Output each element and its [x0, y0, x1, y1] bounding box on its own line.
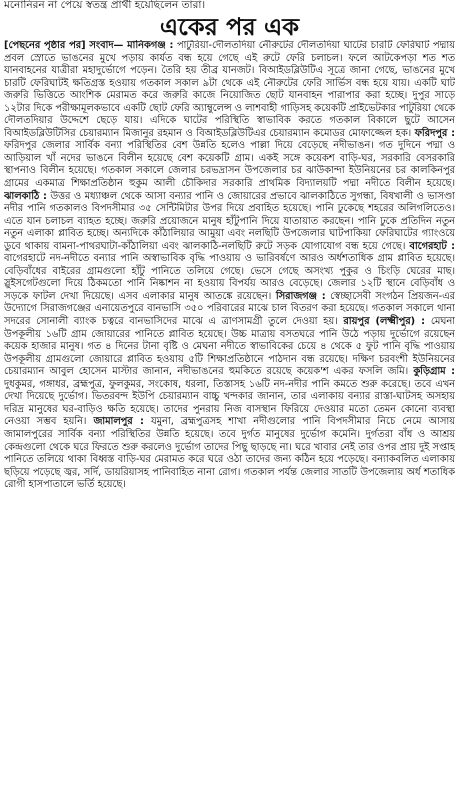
section-text: মেঘনা উপকূলীয় ১৬টি গ্রাম জোয়ারের পানিতে প্লাবিত হয়েছে। উচ্চ মাত্রায় বসতঘরে পানি উঠে পড়ায় দুর্ভোগে রয়েছেন কয়েক হাজার মানুষ। গত ৪ দিনের টানা বৃষ্টি ও মেঘনা নদীতে স্বাভাবিকের চেয়ে ৪ থেকে ৫ ফুট পানি বৃদ্ধি পাওয়ায় উপকূলীয় গ্রামগুলো জোয়ারে প্লাবিত হওয়ায় ৫টি শিক্ষাপ্রতিষ্ঠানে পাঠদান বন্ধ রয়েছে। দক্ষিণ চরবংশী ইউনিয়নের চেয়ারম্যান আবুল হোসেন মাস্টার জানান, নদীভাঙনের হুমকিতে রয়েছে কয়েক'শ একর ফসলি জমি।	[4, 316, 455, 378]
section-text: স্বেচ্ছাসেবী সংগঠন প্রিয়জন-এর উদ্যোগে সিরাজগঞ্জের এনায়েতপুরে বানভাসি ৩৫০ পরিবারের মাঝে চাল বিতরণ করা হয়েছে। গতকাল সকালে থানা সদরের সোনালী ব্যাংক চত্বরে বানভাসিদের মাঝে এ ত্রাণসামগ্রী তুলে দেওয়া হয়।	[4, 290, 455, 328]
section-label: বাগেরহাট :	[409, 240, 455, 252]
section-label: সিরাজগঞ্জ :	[275, 290, 326, 302]
section-label: জামালপুর :	[93, 416, 144, 428]
previous-article-last-line: মনোনিরন না পেয়ে স্বতন্ত্র প্রার্থী হয়েছিলেন তারা।	[4, 0, 206, 11]
lead-paragraph	[4, 40, 455, 492]
section-text: উত্তর ও মধ্যাঞ্চল থেকে আসা বন্যার পানি ও জোয়ারের প্রভাবে ঝালকাঠিতে সুগন্ধা, বিষখালী ও ভাসণ্ডা নদীর পানি গতকালও বিপদসীমার ৩৫ সেন্টিমিটার উপর দিয়ে প্রবাহিত হয়েছে। পানি ঢুকেছে শহরের অলিগলিতেও। এতে যান চলাচল ব্যাহত হচ্ছে। জরুরি প্রয়োজনে মানুষ হাঁটুপানি দিয়ে যাতায়াত করছেন। পানি ঢুকে প্রতিদিন নতুন নতুন এলাকা প্লাবিত হচ্ছে। অন্যদিকে কাঁঠালিয়ার আমুয়া এবং নলছিটি উপজেলার ঘাটপাকিয়া ফেরিঘাটের গ্যাংওয়ে ডুবে থাকায় বামনা-পাথরঘাটা-কাঁঠালিয়া এবং ঝালকাঠি-নলছিটি রুটে সড়ক যোগাযোগ বন্ধ হয়ে গেছে।	[4, 190, 455, 252]
section-label: রায়পুর (লক্ষ্মীপুর) :	[343, 316, 426, 328]
section-jhalokathi	[4, 191, 455, 252]
section-label: কুড়িগ্রাম :	[413, 366, 455, 378]
section-text: যমুনা, ব্রহ্মপুত্রসহ শাখা নদীগুলোর পানি বিপদসীমার নিচে নেমে আসায় জামালপুরের সার্বিক বন্যা পরিস্থিতির উন্নতি হয়েছে। তবে দুর্গত মানুষের দুর্ভোগ কমেনি। দুর্গতরা বাঁধ ও আশ্রয় কেন্দ্রগুলো থেকে ঘরে ফিরতে শুরু করলেও দুর্ভোগ তাদের পিছু ছাড়ছে না। ঘরে খাবার নেই তার ওপর প্রায় দুই সপ্তাহ পানিতে তলিয়ে থাকা বিধ্বস্ত বাড়ি-ঘর মেরামত করে ঘরে ওঠা তাদের জন্য কঠিন হয়ে পড়েছে। বন্যাকবলিত এলাকায় ছড়িয়ে পড়েছে জ্বর, সর্দি, ডায়রিয়াসহ পানিবাহিত নানা রোগ। গতকাল পর্যন্ত জেলার সাতটি উপজেলায় অর্ধ শতাধিক রোগী হাসপাতালে ভর্তি হয়েছে।	[4, 416, 455, 491]
section-label: ফরিদপুর :	[414, 127, 455, 139]
section-text: ফরিদপুর জেলার সার্বিক বন্যা পরিস্থিতির বেশ উন্নতি হলেও পাল্লা দিয়ে বেড়েছে নদীভাঙন। গত দুদিনে পদ্মা ও আড়িয়াল খাঁ নদের ভাঙনে বিলীন হয়েছে বেশ কয়েকটি গ্রাম। একই সঙ্গে কয়েকশ বাড়ি-ঘর, সরকারি বেসরকারি স্থাপনাও বিলীন হয়েছে। গতকাল সকালে জেলার চরভদ্রাসন উপজেলার চর ঝাউকান্দা ইউনিয়নের চর কালকিনপুর গ্রামের একমাত্র শিক্ষাপ্রতিষ্ঠান হুকুম আলী চৌকিদার সরকারি প্রাথমিক বিদ্যালয়টি পদ্মা নদীতে বিলীন হয়েছে।	[4, 140, 455, 190]
section-text: বাগেরহাটে নদ-নদীতে বন্যার পানি অস্বাভাবিক বৃদ্ধি পাওয়ায় ও ভারিবর্ষণে আরও অর্ধশতাধিক গ্রাম প্লাবিত হয়েছে। বেড়িবাঁধের বাইরের গ্রামগুলো হাঁটু পানিতে তলিয়ে গেছে। ভেসে গেছে অসংখ্য পুকুর ও চিংড়ি ঘেরের মাছ। স্লুইসগেটগুলো দিয়ে ঠিকমতো পানি নিষ্কাশন না হওয়ায় বিপর্যয় আরও বেড়েছে। জেলার ১২টি স্থানে বেড়িবাঁধ ও সড়কে ফাটল দেখা দিয়েছে। এসব এলাকার মানুষ আতঙ্কে রয়েছেন।	[4, 253, 455, 302]
article-body	[4, 40, 455, 796]
lead-label: [পেছনের পৃষ্ঠার পর] সংবাদ— মানিকগঞ্জ :	[4, 40, 174, 51]
section-jamalpur	[4, 416, 455, 490]
lead-text: পাটুরিয়া-দৌলতদিয়া নৌরুটের দৌলতদিয়া ঘাটের চারটি ফেরিঘাট পদ্মায় প্রবল স্রোতে ভাঙনের মুখে পড়ায় কার্যত বন্ধ হয়ে গেছে এই রুটে ফেরি চলাচল। ফলে আটকেপড়া শত শত যানবাহনের যাত্রীরা মহাদুর্ভোগে পড়েন। তৈরি হয় তীব্র যানজট। বিআইডব্লিউটিএ সূত্রে জানা গেছে, ভাঙনের মুখে চারটি ফেরিঘাটই ক্ষতিগ্রস্ত হওয়ায় গতকাল সকাল ৯টা থেকে এই নৌরুটের ফেরি সার্ভিস বন্ধ হয়ে যায়। একটি ঘাট জরুরি ভিত্তিতে আংশিক মেরামত করে জরুরি কাজে নিয়োজিত ছোট যানবাহন পারাপার করা হচ্ছে। দুপুর সাড়ে ১২টার দিকে পরীক্ষামূলকভাবে একটি ছোট ফেরি অ্যাম্বুলেন্স ও লাশবাহী গাড়িসহ কয়েকটি প্রাইভেটকার পাটুরিয়া থেকে দৌলতদিয়ার উদ্দেশে ছেড়ে যায়। এদিকে ঘাটের পরিস্থিতি স্বাভাবিক করতে গতকাল বিকালে ছুটে আসেন বিআইডব্লিউটিসির চেয়ারম্যান মিজানুর রহমান ও বিআইডব্লিউটিএর চেয়ারম্যান কমোডর মোফাজ্জেল হক।	[4, 40, 455, 139]
section-text: দুধকুমর, গঙ্গাধর, ব্রহ্মপুত্র, ফুলকুমর, সংকোষ, ধরলা, তিস্তাসহ ১৬টি নদ-নদীর পানি কমতে শুরু করেছে। তবে এখন দেখা দিয়েছে দুর্ভোগ। ভিতরবন্দ ইউপি চেয়ারম্যান বাচ্চু খন্দকার জানান, তার এলাকায় বন্যার রাস্তা-ঘাটসহ অসহায় দরিদ্র মানুষের ঘর-বাড়িও ক্ষতি হয়েছে। তাদের পুনরায় নিজ বাসস্থান ফিরিয়ে দেওয়ার মতো তেমন কোনো ব্যবস্থা নেওয়া সম্ভব হয়নি।	[4, 378, 455, 428]
section-label: ঝালকাঠি :	[4, 190, 47, 202]
headline: একের পর এক	[159, 12, 300, 41]
